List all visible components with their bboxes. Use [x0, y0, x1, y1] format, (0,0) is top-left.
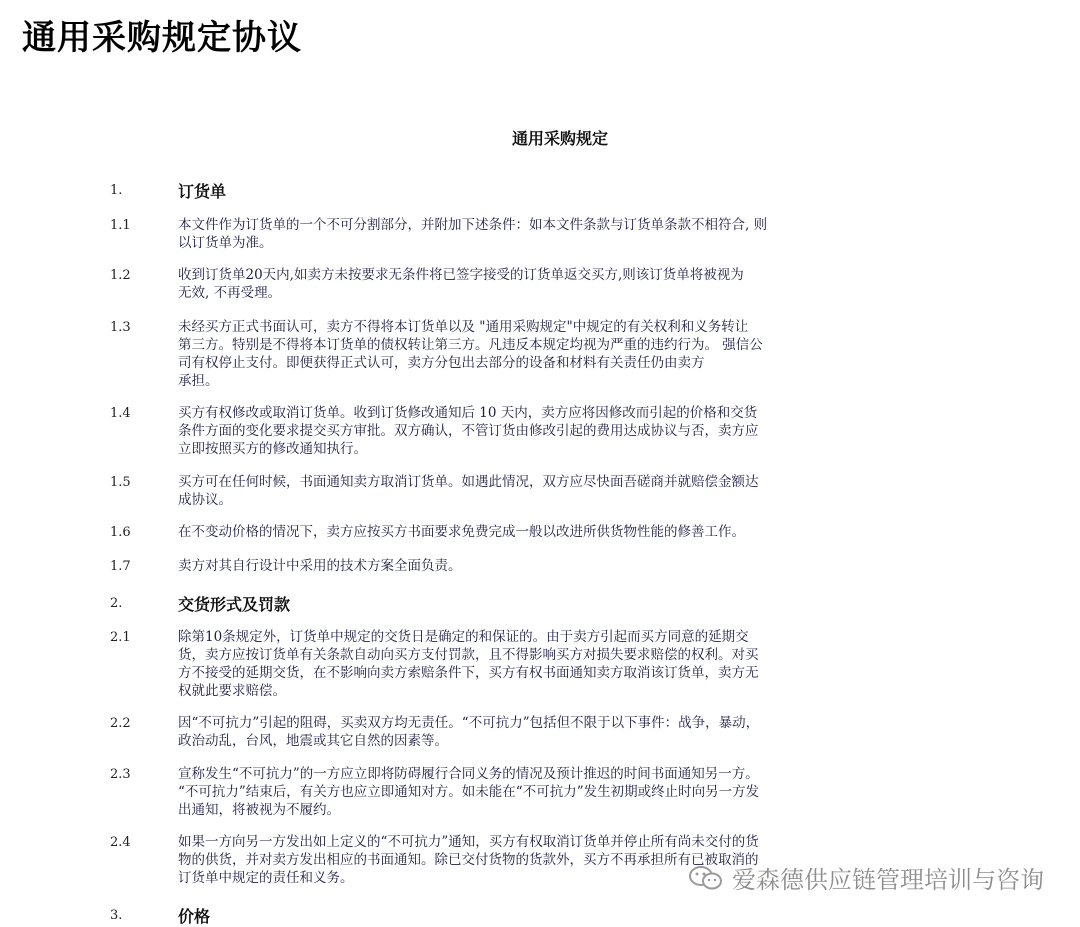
- clause-line: “不可抗力”结束后，有关方也应立即通知对方。如未能在“不可抗力”发生初期或终止时向另一方发: [178, 784, 760, 800]
- clause-number: 1.5: [110, 475, 131, 490]
- clause-number: 1.6: [110, 525, 131, 540]
- page-title: 通用采购规定协议: [22, 18, 302, 58]
- clause-number: 2.3: [110, 767, 131, 782]
- clause-line: 方不接受的延期交货，在不影响向卖方索赔条件下，买方有权书面通知卖方取消该订货单，卖方无: [178, 665, 759, 681]
- clause-text: [178, 628, 1018, 700]
- clause-text: [178, 266, 1018, 302]
- clause-line: 以订货单为准。: [178, 235, 273, 251]
- clause-line: 买方有权修改或取消订货单。收到订货修改通知后 10 天内，卖方应将因修改而引起的价格和交货: [178, 405, 758, 421]
- clause-line: 司有权停止支付。即便获得正式认可，卖方分包出去部分的设备和材料有关责任仍由卖方: [178, 355, 705, 371]
- clause-number: 2.4: [110, 835, 131, 850]
- clause-number: 1.7: [110, 559, 131, 574]
- clause-text: [178, 216, 1018, 252]
- clause-line: 无效, 不再受理。: [178, 285, 282, 301]
- clause-text: [178, 404, 1018, 458]
- clause-line: 在不变动价格的情况下，卖方应按买方书面要求免费完成一般以改进所供货物性能的修善工作。: [178, 524, 745, 540]
- clause-number: 2.1: [110, 630, 131, 645]
- clause-number: 1.2: [110, 268, 131, 283]
- clause-text: [178, 318, 1018, 390]
- clause-line: 货，卖方应按订货单有关条款自动向买方支付罚款，且不得影响买方对损失要求赔偿的权利。对买: [178, 647, 759, 663]
- clause-line: 订货单中规定的责任和义务。: [178, 870, 354, 886]
- clause-line: 收到订货单20天内,如卖方未按要求无条件将已签字接受的订货单返交买方,则该订货单将被视为: [178, 267, 744, 283]
- section-heading: 订货单: [178, 182, 227, 201]
- section-number: 3.: [110, 908, 123, 923]
- clause-text: [178, 523, 1018, 541]
- clause-line: 除第10条规定外，订货单中规定的交货日是确定的和保证的。由于卖方引起而买方同意的延期交: [178, 629, 749, 645]
- clause-line: 宣称发生“不可抗力”的一方应立即将防碍履行合同义务的情况及预计推迟的时间书面通知另一方。: [178, 766, 759, 782]
- clause-text: [178, 765, 1018, 819]
- clause-number: 1.4: [110, 406, 131, 421]
- section-heading: 交货形式及罚款: [178, 595, 291, 614]
- clause-line: 权就此要求赔偿。: [178, 683, 286, 699]
- clause-number: 2.2: [110, 716, 131, 731]
- clause-line: 条件方面的变化要求提交买方审批。双方确认，不管订货由修改引起的费用达成协议与否，卖方应: [178, 423, 759, 439]
- clause-line: 本文件作为订货单的一个不可分割部分，并附加下述条件：如本文件条款与订货单条款不相符合, 则: [178, 217, 768, 233]
- document-title: 通用采购规定: [511, 129, 608, 148]
- section-number: 2.: [110, 596, 123, 611]
- clause-line: 出通知，将被视为不履约。: [178, 802, 340, 818]
- watermark-text: 爱森德供应链管理培训与咨询: [732, 866, 1044, 894]
- clause-text: [178, 473, 1018, 509]
- section-number: 1.: [110, 183, 123, 198]
- clause-line: 因“不可抗力”引起的阻碍，买卖双方均无责任。“不可抗力”包括但不限于以下事件：战争，暴动，: [178, 715, 760, 731]
- watermark: [688, 860, 1044, 895]
- clause-line: 物的供货，并对卖方发出相应的书面通知。除已交付货物的货款外，买方不再承担所有已被取消的: [178, 852, 759, 868]
- clause-line: 未经买方正式书面认可，卖方不得将本订货单以及 "通用采购规定"中规定的有关权利和义务转让: [178, 319, 749, 335]
- clause-line: 政治动乱，台风，地震或其它自然的因素等。: [178, 733, 448, 749]
- clause-line: 承担。: [178, 373, 219, 389]
- clause-line: 第三方。特别是不得将本订货单的债权转让第三方。凡违反本规定均视为严重的违约行为。 强信公: [178, 337, 763, 353]
- clause-line: 卖方对其自行设计中采用的技术方案全面负责。: [178, 558, 462, 574]
- clause-line: 买方可在任何时候，书面通知卖方取消订货单。如遇此情况，双方应尽快面吾磋商并就赔偿金额达: [178, 474, 759, 490]
- clause-line: 成协议。: [178, 492, 232, 508]
- clause-text: [178, 714, 1018, 750]
- wechat-icon: [688, 864, 724, 892]
- section-heading: 价格: [178, 907, 211, 926]
- clause-text: [178, 557, 1018, 575]
- clause-number: 1.3: [110, 320, 131, 335]
- clause-line: 立即按照买方的修改通知执行。: [178, 441, 367, 457]
- clause-line: 如果一方向另一方发出如上定义的“不可抗力”通知，买方有权取消订货单并停止所有尚未交付的货: [178, 834, 759, 850]
- clause-number: 1.1: [110, 218, 131, 233]
